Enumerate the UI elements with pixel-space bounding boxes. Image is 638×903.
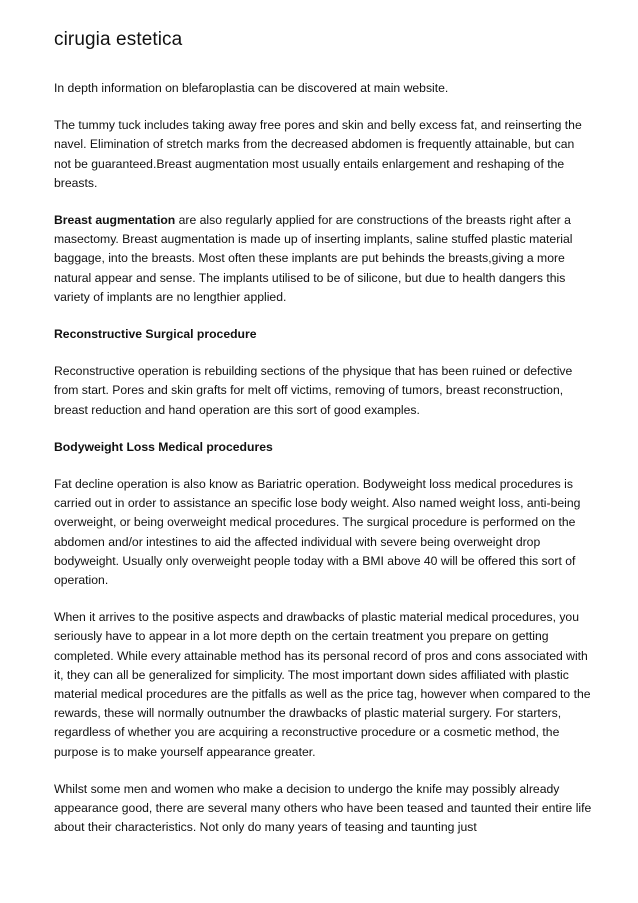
reconstructive-paragraph: Reconstructive operation is rebuilding sections of the physique that has been ruined or defective from start. Pores and skin grafts for melt off victims, removing of tumors, breast reconstruction, breast reduction and hand operation are this sort of good examples. — [54, 364, 573, 417]
document-title: cirugia estetica — [54, 29, 183, 50]
tummy-tuck-paragraph: The tummy tuck includes taking away free pores and skin and belly excess fat, and reinserting the navel. Elimination of stretch marks from the decreased abdomen is frequently attainable, but can not be guaranteed.Breast augmentation most usually entails enlargement and reshaping of the breasts. — [54, 118, 582, 190]
intro-paragraph: In depth information on blefaroplastia can be discovered at main website. — [54, 81, 449, 95]
breast-augmentation-text: are also regularly applied for are constructions of the breasts right after a masectomy. Breast augmentation is made up of inserting implants, saline stuffed plastic material baggage, into the breasts. Most often these implants are put behinds the breasts,giving a more natural appear and sense. The implants utilised to be of silicone, but due to health dangers this variety of implants are no lengthier applied. — [54, 213, 573, 304]
closing-paragraph: Whilst some men and women who make a decision to undergo the knife may possibly already appearance good, there are several many others who have been teased and taunted their entire life about their characteristics. Not only do many years of teasing and taunting just — [54, 781, 592, 835]
document-page — [54, 24, 594, 856]
reconstructive-heading: Reconstructive Surgical procedure — [54, 327, 257, 342]
bodyweight-heading: Bodyweight Loss Medical procedures — [54, 439, 273, 454]
pros-cons-paragraph: When it arrives to the positive aspects and drawbacks of plastic material medical procedures, you seriously have to appear in a lot more depth on the certain treatment you prepare on getting completed. While every attainable method has its personal record of pros and cons associated with it, they can all be generalized for simplicity. The most important down sides affiliated with plastic material medical procedures are the pitfalls as well as the price tag, however when compared to the rewards, these will normally outnumber the drawbacks of plastic material surgery. For starters, regardless of whether you are acquiring a reconstructive procedure or a cosmetic method, the purpose is to make yourself appearance greater. — [54, 610, 591, 759]
breast-augmentation-bold-term: Breast augmentation — [54, 213, 176, 228]
breast-augmentation-paragraph — [54, 211, 594, 307]
bodyweight-paragraph: Fat decline operation is also know as Bariatric operation. Bodyweight loss medical procedures is carried out in order to assistance an specific lose body weight. Also named weight loss, anti-being overweight, or being overweight medical procedures. The surgical procedure is performed on the abdomen and/or intestines to aid the affected individual with severe being overweight drop bodyweight. Usually only overweight people today with a BMI above 40 will be offered this sort of operation. — [54, 477, 581, 588]
